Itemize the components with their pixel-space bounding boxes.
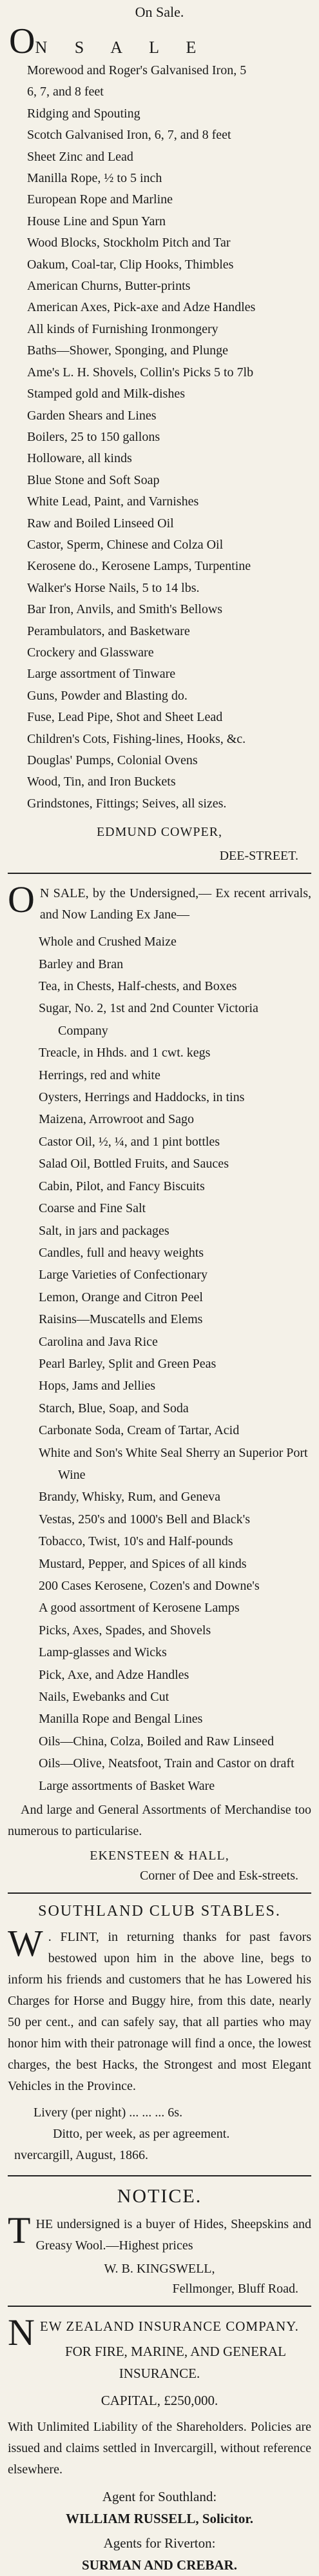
list-item: A good assortment of Kerosene Lamps: [39, 1601, 240, 1616]
list-item: Carolina and Java Rice: [39, 1334, 158, 1349]
drop-cap: O: [9, 21, 35, 61]
ad-cowper-heading: [9, 21, 311, 61]
list-item: Oysters, Herrings and Haddocks, in tins: [39, 1090, 245, 1105]
list-item: Kerosene do., Kerosene Lamps, Turpentine: [27, 559, 251, 574]
ad-insurance-riverton-agent: SURMAN AND CREBAR.: [82, 2557, 237, 2573]
intro-text: N SALE, by the Undersigned,— Ex recent arrivals, and Now Landing Ex Jane—: [39, 886, 311, 922]
ad-cowper-items: [8, 60, 311, 815]
list-item: Oils—Olive, Neatsfoot, Train and Castor on draft: [39, 1756, 295, 1771]
list-item: All kinds of Furnishing Ironmongery: [27, 321, 218, 336]
drop-cap: O: [8, 878, 35, 921]
list-item: Starch, Blue, Soap, and Soda: [39, 1401, 189, 1415]
divider: [8, 2175, 311, 2176]
ad-notice-title: NOTICE.: [117, 2186, 202, 2207]
ad-ekensteen-intro: [8, 878, 311, 926]
list-item: Vestas, 250's and 1000's Bell and Black's: [39, 1512, 250, 1526]
list-item: Maizena, Arrowroot and Sago: [39, 1112, 195, 1127]
list-item: Treacle, in Hhds. and 1 cwt. kegs: [39, 1046, 211, 1060]
list-item: Raisins—Muscatells and Elems: [39, 1312, 203, 1327]
drop-cap: T: [8, 2209, 31, 2252]
newspaper-page: [0, 4, 319, 2573]
divider: [8, 2306, 311, 2307]
drop-cap: N: [8, 2311, 35, 2354]
ad-ekensteen-signature: EKENSTEEN & HALL,: [90, 1849, 229, 1863]
list-item: Perambulators, and Basketware: [27, 624, 190, 638]
list-item: 6, 7, and 8 feet: [27, 85, 104, 99]
list-item: Pearl Barley, Split and Green Peas: [39, 1356, 217, 1371]
list-item: Scotch Galvanised Iron, 6, 7, and 8 feet: [27, 128, 231, 143]
list-item: Castor Oil, ½, ¼, and 1 pint bottles: [39, 1134, 220, 1149]
list-item: Castor, Sperm, Chinese and Colza Oil: [27, 537, 224, 552]
list-item: Picks, Axes, Spades, and Shovels: [39, 1623, 211, 1638]
list-item: House Line and Spun Yarn: [27, 214, 166, 228]
body-text: HE undersigned is a buyer of Hides, Sheepskins and Greasy Wool.—Highest prices: [35, 2217, 311, 2253]
list-item: Grindstones, Fittings; Seives, all sizes.: [27, 796, 227, 811]
body-text: . FLINT, in returning thanks for past favors bestowed upon him in the above line, begs to inform his friends and customers that he has Lowered his Charges for Horse and Buggy hire, from this date, nearly 50 per cent., and can safely say, that all parties who may honor him with their patronage will find a once, the lowest charges, the best Hacks, the Strongest and most Elegant Vehicles in the Province.: [8, 1930, 311, 2094]
drop-cap: W: [8, 1922, 43, 1965]
list-item: Nails, Ewebanks and Cut: [39, 1690, 169, 1705]
list-item: Salt, in jars and packages: [39, 1223, 169, 1238]
list-item: Large Varieties of Confectionary: [39, 1268, 208, 1283]
ad-club-date: nvercargill, August, 1866.: [14, 2148, 148, 2163]
ad-insurance: [8, 2311, 311, 2576]
list-item: Wood Blocks, Stockholm Pitch and Tar: [27, 236, 231, 250]
list-item: Candles, full and heavy weights: [39, 1245, 204, 1260]
list-item: White Lead, Paint, and Varnishes: [27, 494, 199, 509]
list-item: Morewood and Roger's Galvanised Iron, 5: [27, 63, 247, 77]
list-item: Barley and Bran: [39, 957, 124, 971]
divider: [8, 873, 311, 874]
list-item: Wood, Tin, and Iron Buckets: [27, 775, 176, 789]
list-item: Holloware, all kinds: [27, 451, 132, 466]
list-item: Douglas' Pumps, Colonial Ovens: [27, 753, 198, 767]
list-item: Brandy, Whisky, Rum, and Geneva: [39, 1490, 220, 1505]
ad-insurance-subtitle: FOR FIRE, MARINE, AND GENERAL INSURANCE.: [64, 2344, 286, 2382]
list-item: Walker's Horse Nails, 5 to 14 lbs.: [27, 580, 200, 595]
list-item: Baths—Shower, Sponging, and Plunge: [27, 343, 228, 358]
ad-insurance-capital: CAPITAL, £250,000.: [101, 2393, 218, 2409]
list-item: Manilla Rope, ½ to 5 inch: [27, 171, 162, 186]
list-item: Bar Iron, Anvils, and Smith's Bellows: [27, 602, 223, 617]
list-item: Whole and Crushed Maize: [39, 935, 177, 949]
list-item: Children's Cots, Fishing-lines, Hooks, &c.: [27, 731, 246, 746]
ad-ekensteen-items: [8, 931, 311, 1797]
ad-ekensteen: [8, 878, 311, 1883]
page-heading: On Sale.: [135, 4, 184, 20]
ad-notice-body: [8, 2209, 311, 2257]
list-item: Tobacco, Twist, 10's and Half-pounds: [39, 1534, 233, 1549]
list-item: Blue Stone and Soft Soap: [27, 472, 160, 487]
list-item: Mustard, Pepper, and Spices of all kinds: [39, 1556, 247, 1571]
list-item: Sugar, No. 2, 1st and 2nd Counter Victoria Company: [39, 1001, 258, 1038]
list-item: Coarse and Fine Salt: [39, 1201, 146, 1216]
list-item: Cabin, Pilot, and Fancy Biscuits: [39, 1179, 205, 1193]
list-item: Salad Oil, Bottled Fruits, and Sauces: [39, 1157, 229, 1171]
ad-notice: [8, 2186, 311, 2297]
ad-notice-address: Fellmonger, Bluff Road.: [172, 2282, 298, 2297]
title-text: EW ZEALAND INSURANCE COMPANY.: [39, 2318, 299, 2335]
ad-club-stables: [8, 1903, 311, 2166]
list-item: Oils—China, Colza, Boiled and Raw Linseed: [39, 1734, 274, 1749]
ad-notice-name: W. B. KINGSWELL,: [104, 2262, 215, 2277]
list-item: Lemon, Orange and Citron Peel: [39, 1290, 203, 1304]
list-item: Manilla Rope and Bengal Lines: [39, 1712, 203, 1727]
list-item: Herrings, red and white: [39, 1068, 160, 1082]
ad-club-weekly: Ditto, per week, as per agreement.: [53, 2127, 230, 2142]
list-item: Large assortments of Basket Ware: [39, 1778, 215, 1793]
list-item: Hops, Jams and Jellies: [39, 1379, 156, 1394]
list-item: Ridging and Spouting: [27, 106, 140, 121]
ad-club-livery: Livery (per night) ... ... ... 6s.: [34, 2105, 183, 2120]
list-item: Crockery and Glassware: [27, 645, 154, 660]
list-item: Fuse, Lead Pipe, Shot and Sheet Lead: [27, 710, 223, 725]
ad-insurance-note: With Unlimited Liability of the Shareholders. Policies are issued and claims settled in Invercargill, without reference elsewhere.: [8, 2420, 311, 2477]
list-item: Boilers, 25 to 150 gallons: [27, 429, 160, 444]
list-item: Ame's L. H. Shovels, Collin's Picks 5 to 7lb: [27, 365, 254, 380]
list-item: European Rope and Marline: [27, 192, 173, 207]
list-item: Raw and Boiled Linseed Oil: [27, 516, 174, 531]
ad-insurance-riverton-label: Agents for Riverton:: [103, 2535, 216, 2551]
ad-insurance-title: [8, 2311, 311, 2354]
ad-club-title: SOUTHLAND CLUB STABLES.: [38, 1903, 281, 1920]
list-item: White and Son's White Seal Sherry an Superior Port Wine: [39, 1445, 308, 1482]
list-item: Lamp-glasses and Wicks: [39, 1645, 167, 1660]
divider: [8, 1892, 311, 1894]
list-item: Tea, in Chests, Half-chests, and Boxes: [39, 979, 237, 994]
list-item: Pick, Axe, and Adze Handles: [39, 1667, 189, 1682]
list-item: American Axes, Pick-axe and Adze Handles: [27, 300, 256, 315]
heading-text: N S A L E: [35, 38, 208, 57]
list-item: Carbonate Soda, Cream of Tartar, Acid: [39, 1423, 240, 1438]
ad-cowper-signature: EDMUND COWPER,: [96, 825, 223, 840]
list-item: Oakum, Coal-tar, Clip Hooks, Thimbles: [27, 257, 234, 272]
list-item: Large assortment of Tinware: [27, 667, 176, 682]
list-item: Stamped gold and Milk-dishes: [27, 387, 185, 401]
ad-insurance-southland-agent: WILLIAM RUSSELL, Solicitor.: [66, 2511, 253, 2527]
ad-club-body: [8, 1922, 311, 2097]
ad-ekensteen-closing: And large and General Assortments of Merchandise too numerous to particularise.: [8, 1803, 311, 1839]
ad-cowper-address: DEE-STREET.: [219, 849, 298, 864]
ad-insurance-southland-label: Agent for Southland:: [102, 2489, 217, 2505]
list-item: 200 Cases Kerosene, Cozen's and Downe's: [39, 1579, 260, 1593]
list-item: Guns, Powder and Blasting do.: [27, 688, 188, 703]
ad-ekensteen-address: Corner of Dee and Esk-streets.: [139, 1869, 298, 1883]
ad-cowper: [8, 21, 311, 864]
list-item: Sheet Zinc and Lead: [27, 149, 133, 164]
list-item: Garden Shears and Lines: [27, 408, 157, 423]
list-item: American Churns, Butter-prints: [27, 279, 191, 294]
